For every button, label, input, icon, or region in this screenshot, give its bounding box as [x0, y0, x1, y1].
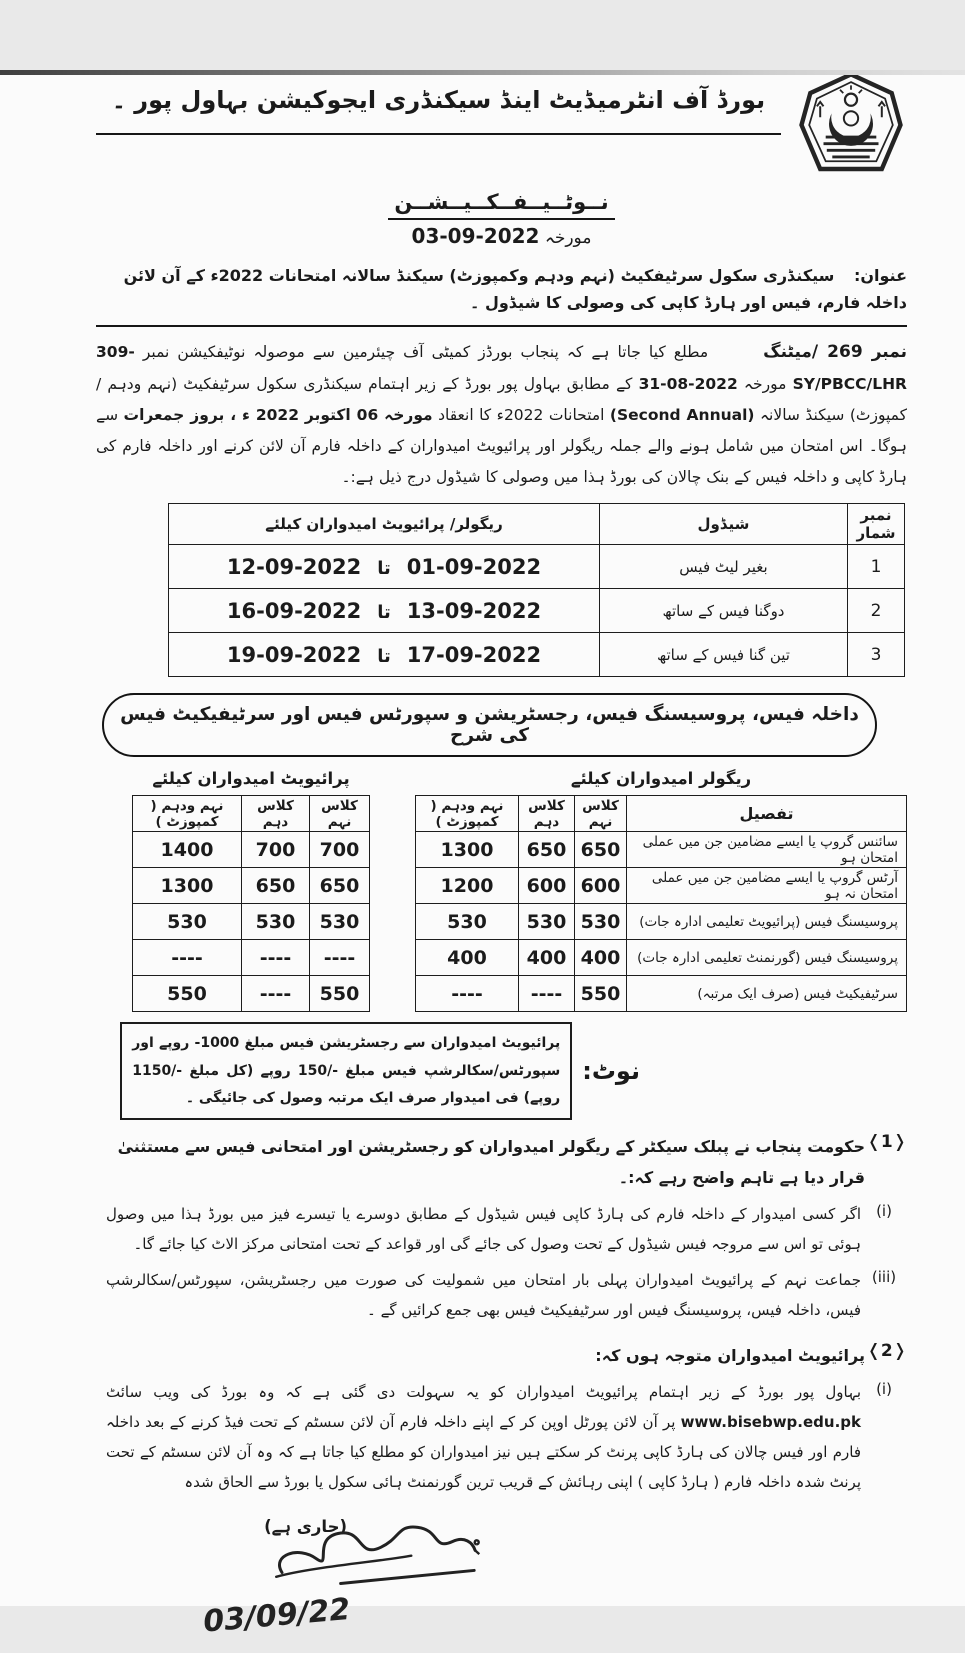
fee-composite: 550 [133, 976, 242, 1012]
date-to: 16-09-2022 [226, 598, 362, 623]
table-row [416, 976, 907, 1012]
sub-text-i: اگر کسی امیدوار کے داخلہ فارم کی ہارڈ کاپی فیس شیڈول کے مطابق دوسرے یا تیسرے فیز میں بورڈ ہذا میں وصول ہوئی تو اس سے مروجہ فیس شیڈول کے تحت وصول کی جائے گی اور قواعد کے تحت امتحانی مرکز الاٹ کیا جائے گا۔ [106, 1205, 861, 1254]
notification-date-line [96, 224, 907, 248]
table-row [169, 589, 905, 633]
paragraph-text: کے مطابق بہاول پور بورڈ کے زیر اہتمام سیکنڈری سکول سرٹیفکیٹ (نہم ودہم /کمپوزٹ) سیکنڈ سالانہ [96, 375, 907, 425]
private-fees-column [132, 769, 370, 1012]
sub-marker-i: (i) [876, 1380, 892, 1399]
note-text: روپے (کل مبلغ [182, 1062, 298, 1079]
fee-composite: 1400 [133, 832, 242, 868]
table-row [133, 868, 370, 904]
fee-composite: 1300 [133, 868, 242, 904]
schedule-type: بغیر لیٹ فیس [600, 545, 848, 589]
item-1-marker: ❬1❭ [866, 1132, 907, 1153]
table-row [133, 940, 370, 976]
regular-fees-title: ریگولر امیدواران کیلئے [570, 769, 752, 789]
document-header [96, 70, 907, 180]
date-separator: تا [377, 645, 391, 667]
scan-artifact-bar [0, 70, 965, 75]
schedule-dates [169, 545, 600, 589]
note-text: روپے) فی امیدوار صرف ایک مرتبہ وصول کی جائیگی ۔ [185, 1089, 561, 1106]
schedule-type: دوگنا فیس کے ساتھ [600, 589, 848, 633]
header-schedule: شیڈول [600, 504, 848, 545]
reference-number: نمبر 269 /میٹنگ [763, 342, 907, 363]
header-class-ten: کلاس دہم [242, 796, 310, 832]
table-row [416, 832, 907, 868]
subject-text: سیکنڈری سکول سرٹیفکیٹ (نہم ودہم وکمپوزٹ) سیکنڈ سالانہ امتحانات 2022ء کے آن لائن داخلہ فارم، فیس اور ہارڈ کاپی کی وصولی کا شیڈول ۔ [123, 266, 907, 313]
note-box [120, 1022, 572, 1120]
notification-ref-code: 309-SY/PBCC/LHR [96, 343, 907, 394]
private-fees-title: پرائیویٹ امیدواران کیلئے [152, 769, 350, 789]
item-2-sub-i [96, 1377, 907, 1497]
table-row [133, 832, 370, 868]
item-2-marker: ❬2❭ [866, 1341, 907, 1362]
item-2-text: پرائیویٹ امیدواران متوجہ ہوں کہ: [595, 1346, 865, 1366]
header-dates: ریگولر/ پرائیویٹ امیدواران کیلئے [169, 504, 600, 545]
table-header-row [169, 504, 905, 545]
schedule-dates [169, 633, 600, 677]
date-to: 19-09-2022 [226, 642, 362, 667]
schedule-dates [169, 589, 600, 633]
fee-nine: 650 [310, 868, 370, 904]
item-1-sub-i [96, 1199, 907, 1259]
note-text: روپے اور سپورٹس/سکالرشپ فیس مبلغ [132, 1035, 561, 1079]
date-from: 17-09-2022 [406, 642, 542, 667]
schedule-type: تین گنا فیس کے ساتھ [600, 633, 848, 677]
registration-fee-amount: -1000 [194, 1035, 240, 1052]
fee-composite: 1200 [416, 868, 519, 904]
fee-nine: 530 [310, 904, 370, 940]
header-composite: نہم ودہم ( کمپوزٹ ) [416, 796, 519, 832]
sub-text-i [96, 1377, 861, 1497]
table-header-row [133, 796, 370, 832]
table-row [416, 904, 907, 940]
table-row [416, 868, 907, 904]
table-row [169, 545, 905, 589]
serial-number: 3 [848, 633, 905, 677]
fee-composite: 530 [416, 904, 519, 940]
fee-ten: 650 [242, 868, 310, 904]
second-annual-label: (Second Annual) [609, 406, 755, 425]
fee-nine: 700 [310, 832, 370, 868]
item-1-text: حکومت پنجاب نے پبلک سیکٹر کے ریگولر امیدواران کو رجسٹریشن اور امتحانی فیس سے مستثنیٰ قرار دیا ہے تاہم واضح رہے کہ:۔ [117, 1137, 865, 1187]
signature-icon [201, 1499, 515, 1642]
fee-detail: پروسیسنگ فیس (پرائیویٹ تعلیمی ادارہ جات) [627, 904, 907, 940]
fee-ten: ---- [519, 976, 575, 1012]
paragraph-text: مطلع کیا جاتا ہے کہ پنجاب بورڈز کمیٹی آف چیئرمین سے موصولہ نوٹیفکیشن نمبر [134, 343, 709, 362]
fee-ten: 530 [242, 904, 310, 940]
fee-ten: 700 [242, 832, 310, 868]
notification-ref-date: 31-08-2022 [638, 375, 738, 394]
note-text: پرائیویٹ امیدواران سے رجسٹریشن فیس مبلغ [239, 1035, 561, 1052]
fee-ten: ---- [242, 940, 310, 976]
table-row [169, 633, 905, 677]
fee-ten: ---- [242, 976, 310, 1012]
note-section [96, 1022, 907, 1120]
fee-detail: پروسیسنگ فیس (گورنمنٹ تعلیمی ادارہ جات) [627, 940, 907, 976]
date-separator: تا [377, 601, 391, 623]
sub-text: بہاول پور بورڈ کے زیر اہتمام پرائیویٹ امیدواران کو یہ سہولت دی گئی ہے کہ وہ بورڈ کی ویب سائٹ [106, 1383, 861, 1402]
sub-marker-i: (i) [876, 1202, 892, 1221]
fee-composite: ---- [416, 976, 519, 1012]
fee-composite: ---- [133, 940, 242, 976]
date-separator: تا [377, 557, 391, 579]
sports-fee-amount: 150/- [297, 1062, 339, 1079]
board-website-url: www.bisebwp.edu.pk [680, 1413, 861, 1432]
board-emblem-icon [795, 70, 907, 180]
date-to: 12-09-2022 [226, 554, 362, 579]
table-row [133, 904, 370, 940]
header-detail: تفصیل [627, 796, 907, 832]
notification-heading: نــوٹــیــفــکــیــشــن [388, 190, 614, 220]
sub-marker-iii: (iii) [871, 1268, 897, 1287]
header-class-nine: کلاس نہم [310, 796, 370, 832]
private-fees-table [132, 795, 370, 1012]
date-value: 03-09-2022 [411, 224, 540, 248]
total-fee-amount: 1150/- [132, 1062, 183, 1079]
note-label: نوٹ: [582, 1057, 640, 1086]
date-label: مورخہ [544, 228, 592, 248]
header-class-nine: کلاس نہم [575, 796, 627, 832]
table-row [416, 940, 907, 976]
org-title: بورڈ آف انٹرمیڈیٹ اینڈ سیکنڈری ایجوکیشن بہاول پور ۔ [96, 82, 781, 135]
date-from: 13-09-2022 [406, 598, 542, 623]
fee-composite: 530 [133, 904, 242, 940]
serial-number: 1 [848, 545, 905, 589]
fee-ten: 530 [519, 904, 575, 940]
fee-nine: ---- [310, 940, 370, 976]
sub-text-iii: جماعت نہم کے پرائیویٹ امیدواران پہلی بار امتحان میں شمولیت کی صورت میں رجسٹریشن، سپورٹس/سکالرشپ فیس، داخلہ فیس، پروسیسنگ فیس اور سرٹیفیکیٹ فیس بھی جمع کرائیں گے ۔ [106, 1271, 861, 1320]
serial-number: 2 [848, 589, 905, 633]
item-1-sub-iii [96, 1265, 907, 1325]
fee-nine: 400 [575, 940, 627, 976]
item-2 [96, 1341, 907, 1371]
fee-composite: 400 [416, 940, 519, 976]
document-footer [96, 1503, 907, 1653]
exam-start-date: مورخہ 06 اکتوبر 2022 ء ، بروز جمعرات [123, 406, 433, 425]
fee-ten: 400 [519, 940, 575, 976]
fees-tables [96, 769, 907, 1012]
sub-text: پر آن لائن پورٹل اوپن کر کے اپنے داخلہ فارم آن لائن سسٹم کے تحت فیڈ کرنے کے بعد داخلہ فارم اور فیس چالان کی ہارڈ کاپی پرنٹ کر سکتے ہیں نیز امیدواران کو مطلع کیا جاتا ہے کہ وہ آن لائن سسٹم کے تحت پرنٹ شدہ داخلہ فارم ( ہارڈ کاپی ) اپنی رہائش کے قریب ترین گورنمنٹ ہائی سکول یا بورڈ سے الحاق شدہ [106, 1413, 861, 1492]
signature-date: 03/09/22 [201, 1592, 352, 1641]
subject-line [96, 262, 907, 327]
fee-nine: 650 [575, 832, 627, 868]
regular-fees-table [415, 795, 907, 1012]
fee-ten: 650 [519, 832, 575, 868]
header-composite: نہم ودہم ( کمپوزٹ ) [133, 796, 242, 832]
header-class-ten: کلاس دہم [519, 796, 575, 832]
fee-nine: 550 [310, 976, 370, 1012]
fee-composite: 1300 [416, 832, 519, 868]
schedule-table [168, 503, 905, 677]
continued-label: (جاری ہے) [264, 1517, 347, 1537]
fee-nine: 550 [575, 976, 627, 1012]
paragraph-text: مورخہ [737, 375, 793, 394]
item-1 [96, 1132, 907, 1193]
subject-label: عنوان: [853, 266, 907, 285]
fee-ten: 600 [519, 868, 575, 904]
fee-nine: 600 [575, 868, 627, 904]
paragraph-text: امتحانات 2022ء کا انعقاد [432, 406, 610, 425]
fee-detail: سرٹیفیکیٹ فیس (صرف ایک مرتبہ) [627, 976, 907, 1012]
paragraph-text: سے ہوگا۔ اس امتحان میں شامل ہونے والے جملہ ریگولر اور پرائیویٹ امیدواران کے داخلہ فارم آن لائن کرنے اور داخلہ فارم کی ہارڈ کاپی و داخلہ فیس کے بنک چالان کی بورڈ ہذا میں وصولی کا شیڈول درج ذیل ہے:۔ [96, 406, 907, 487]
notification-document [0, 70, 965, 1641]
table-header-row [416, 796, 907, 832]
fee-detail: سائنس گروپ یا ایسے مضامین جن میں عملی امتحان ہو [627, 832, 907, 868]
fees-section-heading: داخلہ فیس، پروسیسنگ فیس، رجسٹریشن و سپورٹس فیس اور سرٹیفیکیٹ فیس کی شرح [102, 693, 877, 757]
header-serial: نمبر شمار [848, 504, 905, 545]
date-from: 01-09-2022 [406, 554, 542, 579]
regular-fees-column [415, 769, 907, 1012]
table-row [133, 976, 370, 1012]
fee-nine: 530 [575, 904, 627, 940]
fee-detail: آرٹس گروپ یا ایسے مضامین جن میں عملی امتحان نہ ہو [627, 868, 907, 904]
body-paragraph [96, 335, 907, 493]
